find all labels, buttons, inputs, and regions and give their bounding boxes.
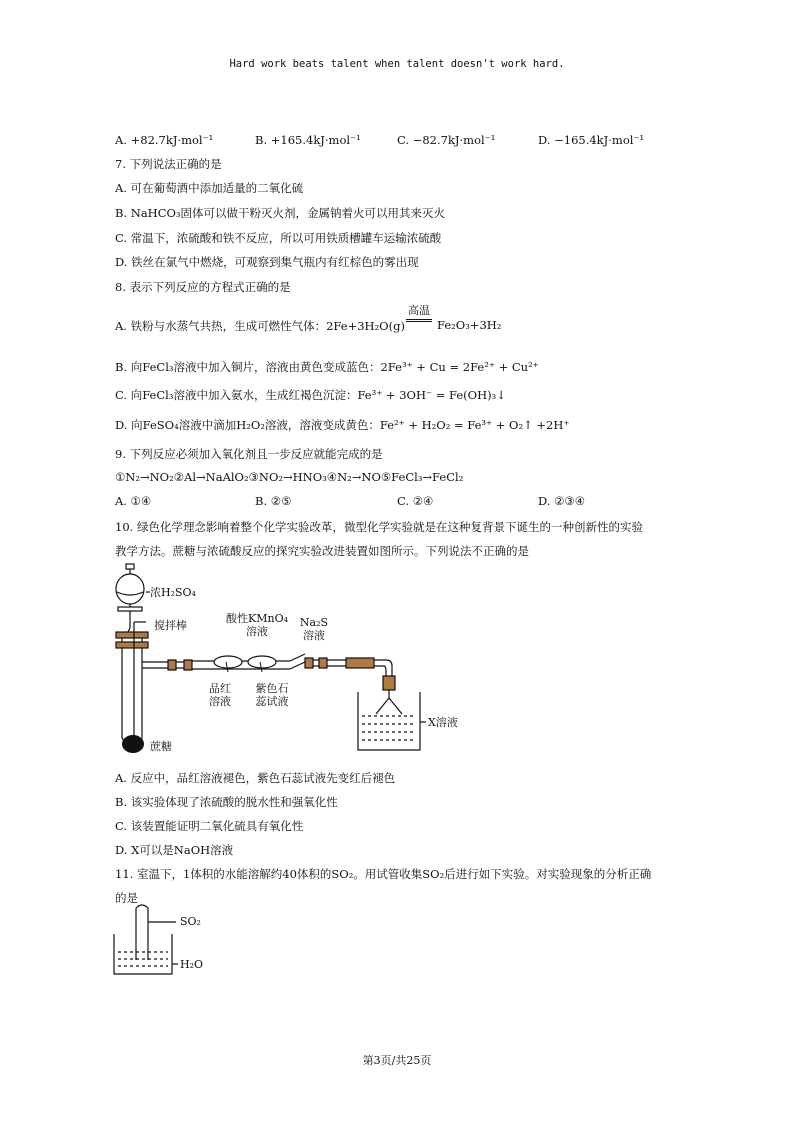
q6-option-d: D. −165.4kJ·mol⁻¹ <box>538 133 645 147</box>
label-sucrose: 蔗糖 <box>150 740 172 753</box>
q8-option-c: C. 向FeCl₃溶液中加入氨水，生成红褐色沉淀：Fe³⁺ + 3OH⁻ = Fe(OH)₃↓ <box>115 388 506 402</box>
label-litmus-line2: 蕊试液 <box>255 695 289 708</box>
label-stir-rod: 搅拌棒 <box>154 619 187 632</box>
q8-reaction-condition: 高温 <box>406 302 432 322</box>
label-x-solution: X溶液 <box>428 716 458 729</box>
q9-stem: 9. 下列反应必须加入氧化剂且一步反应就能完成的是 <box>115 447 383 461</box>
label-na2s <box>296 616 332 642</box>
page-footer: 第3页/共25页 <box>362 1054 432 1067</box>
label-pinhong <box>202 682 238 708</box>
label-litmus <box>250 682 294 708</box>
q10-stem-line2: 教学方法。蔗糖与浓硫酸反应的探究实验改进装置如图所示。下列说法不正确的是 <box>115 544 529 558</box>
q7-option-c: C. 常温下，浓硫酸和铁不反应，所以可用铁质槽罐车运输浓硫酸 <box>115 231 442 245</box>
water-trough <box>114 934 172 974</box>
q8-option-a-text: A. 铁粉与水蒸气共热，生成可燃性气体：2Fe+3H₂O(g) <box>115 319 405 333</box>
q8-stem: 8. 表示下列反应的方程式正确的是 <box>115 280 291 294</box>
q6-option-a: A. +82.7kJ·mol⁻¹ <box>115 133 214 147</box>
page-header-motto: Hard work beats talent when talent doesn't work hard. <box>229 58 565 70</box>
reaction-tube <box>122 632 142 746</box>
q11-stem-line1: 11. 室温下，1体积的水能溶解约40体积的SO₂。用试管收集SO₂后进行如下实验。对实验现象的分析正确 <box>115 867 652 881</box>
label-h2o: H₂O <box>180 958 204 971</box>
q10-option-b: B. 该实验体现了浓硫酸的脱水性和强氧化性 <box>115 795 338 809</box>
q8-option-a-product: Fe₂O₃+3H₂ <box>437 318 502 332</box>
q10-option-a: A. 反应中，品红溶液褪色，紫色石蕊试液先变红后褪色 <box>115 771 396 785</box>
q10-option-c: C. 该装置能证明二氧化硫具有氧化性 <box>115 819 304 833</box>
label-kmno4 <box>222 612 292 638</box>
q9-option-c: C. ②④ <box>397 494 434 508</box>
q8-option-d: D. 向FeSO₄溶液中滴加H₂O₂溶液，溶液变成黄色：Fe²⁺ + H₂O₂ = Fe³⁺ + O₂↑ +2H⁺ <box>115 418 570 432</box>
q9-option-b: B. ②⑤ <box>255 494 292 508</box>
q9-option-a: A. ①④ <box>115 494 152 508</box>
q10-stem-line1: 10. 绿色化学理念影响着整个化学实验改革，微型化学实验就是在这种复背景下诞生的一种创新性的实验 <box>115 520 643 534</box>
label-pinhong-line1: 品红 <box>209 682 231 695</box>
funnel-stopcock <box>118 607 142 611</box>
pinhong-bulb <box>214 656 242 668</box>
q8-option-b: B. 向FeCl₃溶液中加入铜片，溶液由黄色变成蓝色：2Fe³⁺ + Cu = 2Fe²⁺ + Cu²⁺ <box>115 360 539 374</box>
beaker <box>358 692 420 750</box>
q11-apparatus-diagram <box>110 904 230 984</box>
label-litmus-line1: 紫色石 <box>255 682 289 695</box>
q10-apparatus-diagram <box>100 562 500 762</box>
label-na2s-line2: 溶液 <box>303 629 325 642</box>
q10-option-d: D. X可以是NaOH溶液 <box>115 843 234 857</box>
separatory-funnel <box>116 574 144 604</box>
q7-option-d: D. 铁丝在氯气中燃烧，可观察到集气瓶内有红棕色的雾出现 <box>115 255 419 269</box>
q11-drawing <box>110 904 230 984</box>
label-kmno4-line1: 酸性KMnO₄ <box>226 612 288 625</box>
q6-option-b: B. +165.4kJ·mol⁻¹ <box>255 133 361 147</box>
q6-option-c: C. −82.7kJ·mol⁻¹ <box>397 133 496 147</box>
litmus-bulb <box>248 656 276 668</box>
label-kmno4-line2: 溶液 <box>246 625 268 638</box>
label-conc-h2so4: 浓H₂SO₄ <box>150 586 196 599</box>
label-pinhong-line2: 溶液 <box>209 695 231 708</box>
q7-stem: 7. 下列说法正确的是 <box>115 157 222 171</box>
sucrose-blob <box>122 735 144 753</box>
q9-items: ①N₂→NO₂②Al→NaAlO₂③NO₂→HNO₃④N₂→NO⑤FeCl₃→FeCl₂ <box>115 470 464 484</box>
label-na2s-line1: Na₂S <box>299 616 329 629</box>
q7-option-b: B. NaHCO₃固体可以做干粉灭火剂，金属钠着火可以用其来灭火 <box>115 206 446 220</box>
label-so2: SO₂ <box>180 915 201 928</box>
q9-option-d: D. ②③④ <box>538 494 586 508</box>
q11-stem-line2: 的是 <box>115 891 138 905</box>
q7-option-a: A. 可在葡萄酒中添加适量的二氧化硫 <box>115 181 304 195</box>
